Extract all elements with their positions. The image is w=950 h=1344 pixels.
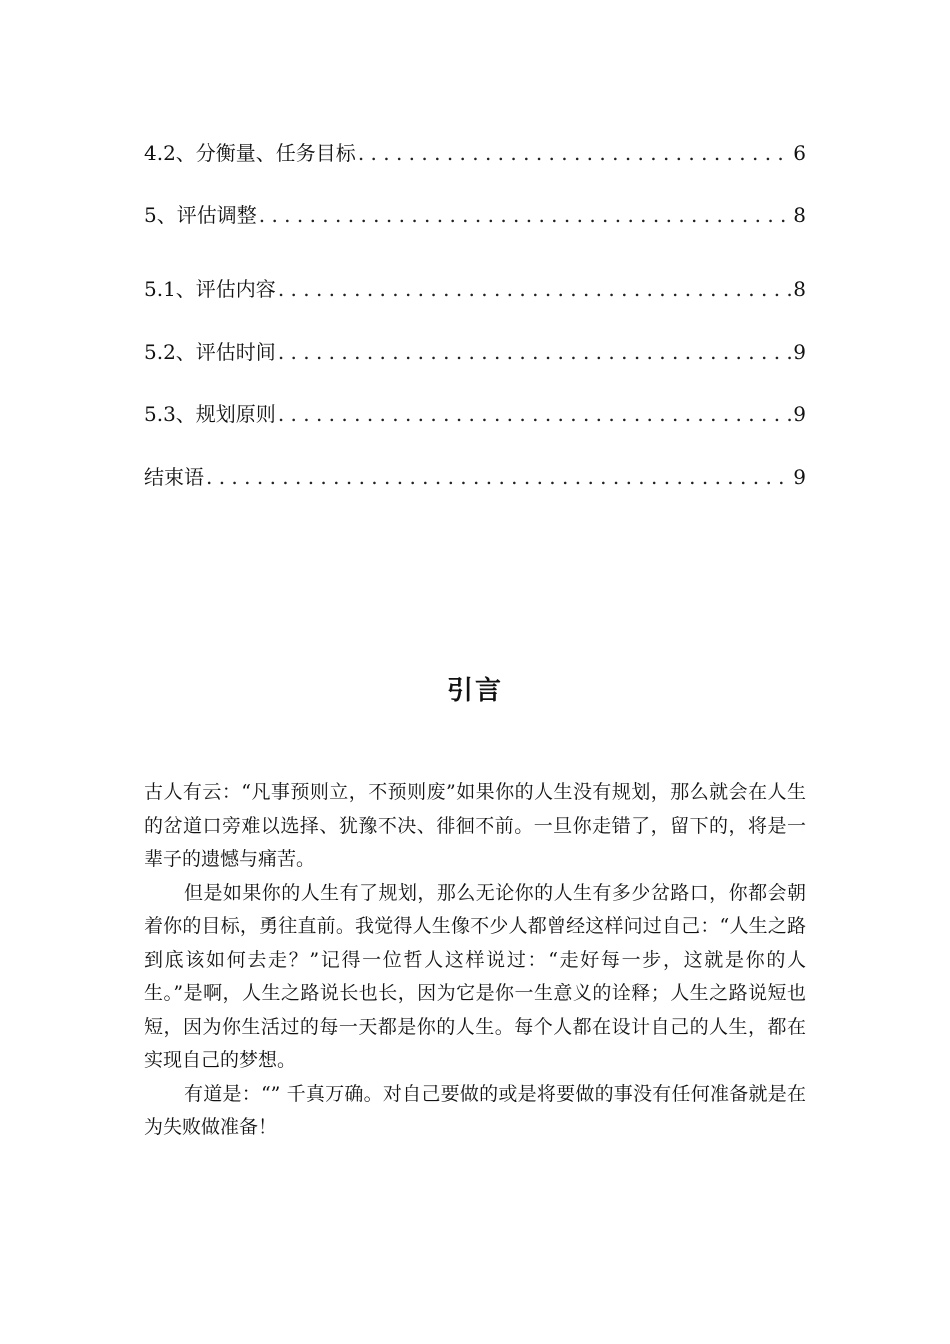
toc-page-number: 9 — [793, 340, 806, 364]
toc-entry[interactable] — [144, 397, 806, 431]
toc-dot-leader — [278, 397, 791, 431]
toc-dot-leader — [358, 136, 791, 170]
toc-dot-leader — [206, 460, 791, 494]
toc-page-number: 9 — [793, 402, 806, 426]
toc-entry-label: 5.1、评估内容 — [144, 277, 276, 301]
toc-entry[interactable] — [144, 272, 806, 306]
toc-entry[interactable] — [144, 136, 806, 170]
toc-dot-leader — [278, 335, 791, 369]
toc-entry[interactable] — [144, 198, 806, 232]
paragraph: 有道是：“” 千真万确。对自己要做的或是将要做的事没有任何准备就是在为失败做准备！ — [144, 1082, 806, 1138]
toc-entry-label: 5.2、评估时间 — [144, 340, 276, 364]
toc-page-number: 9 — [793, 465, 806, 489]
toc-dot-leader — [259, 198, 792, 232]
toc-entry-label: 结束语 — [144, 465, 204, 489]
toc-entry[interactable] — [144, 335, 806, 369]
body-text — [144, 776, 806, 1145]
toc-page-number: 8 — [793, 277, 806, 301]
paragraph: 但是如果你的人生有了规划，那么无论你的人生有多少岔路口，你都会朝着你的目标，勇往直前。我觉得人生像不少人都曾经这样问过自己：“人生之路到底该如何去走？”记得一位哲人这样说过：“走好每一步，这就是你的人生。”是啊，人生之路说长也长，因为它是你一生意义的诠释；人生之路说短也短，因为你生活过的每一天都是你的人生。每个人都在设计自己的人生，都在实现自己的梦想。 — [144, 881, 806, 1071]
paragraph: 古人有云：“凡事预则立，不预则废”如果你的人生没有规划，那么就会在人生的岔道口旁难以选择、犹豫不决、徘徊不前。一旦你走错了，留下的，将是一辈子的遗憾与痛苦。 — [144, 781, 806, 870]
toc-entry-label: 4.2、分衡量、任务目标 — [144, 141, 356, 165]
section-heading: 引言 — [446, 676, 503, 706]
toc-page-number: 6 — [793, 141, 806, 165]
toc-entry-label: 5.3、规划原则 — [144, 402, 276, 426]
toc-entry[interactable] — [144, 460, 806, 494]
toc-entry-label: 5、评估调整 — [144, 203, 257, 227]
toc-dot-leader — [278, 272, 791, 306]
toc-page-number: 8 — [793, 203, 806, 227]
